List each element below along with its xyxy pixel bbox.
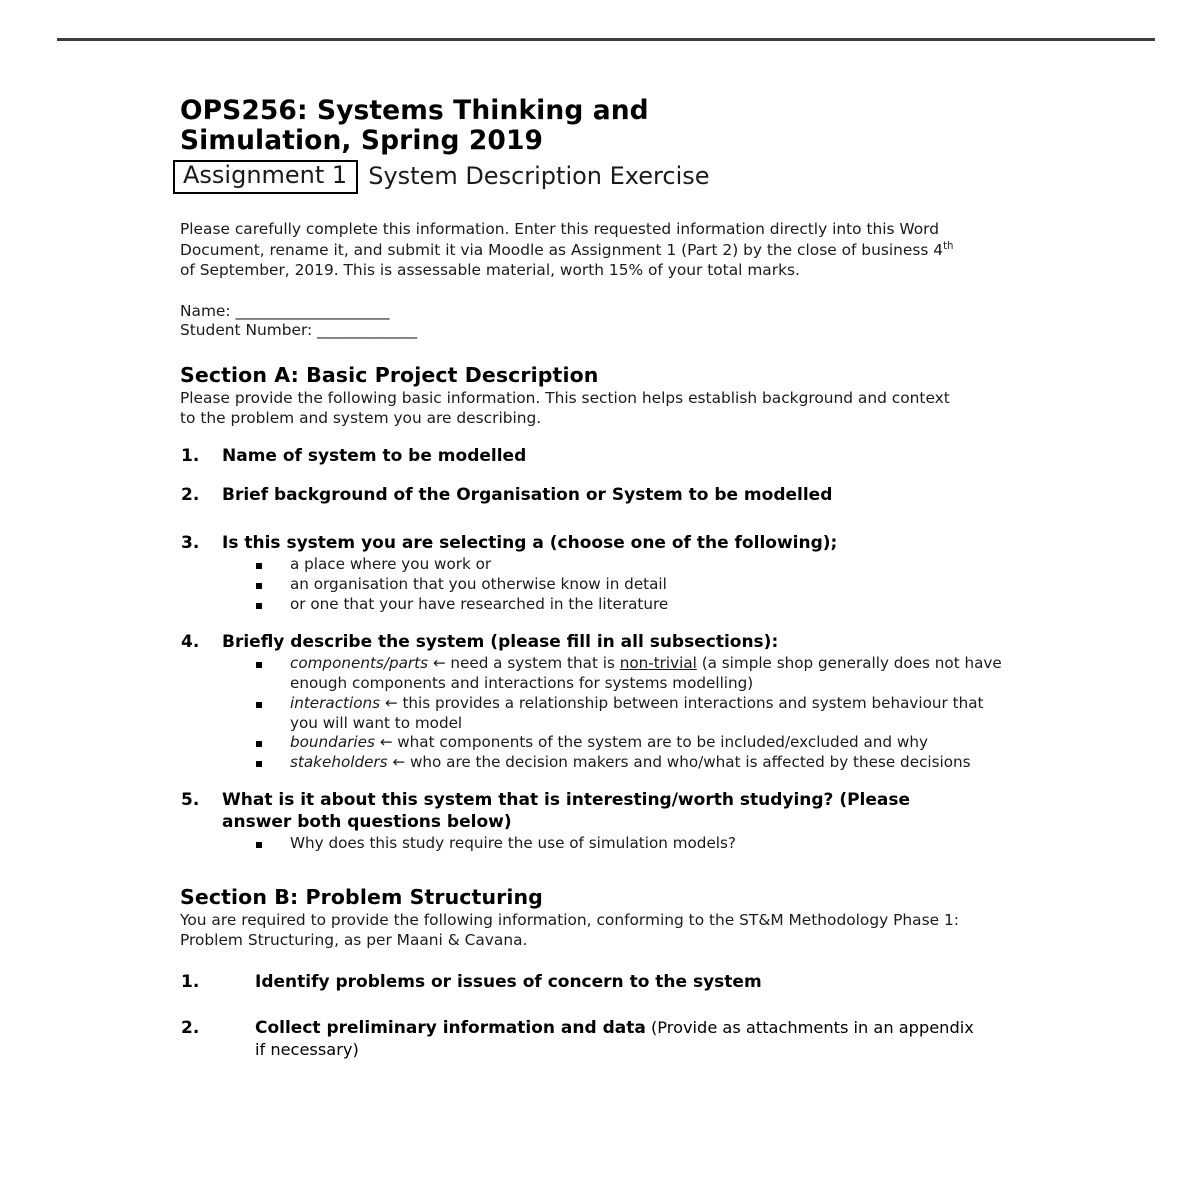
assignment-subtitle-row xyxy=(173,160,1025,194)
assignment-number-box: Assignment 1 xyxy=(173,160,358,194)
section-a-description: Please provide the following basic information. This section helps establish background and context to the problem and system you are describing. xyxy=(180,389,950,428)
list-item-number: 5. xyxy=(181,789,200,810)
left-arrow-icon: ← xyxy=(432,654,446,673)
sub-bullet-item xyxy=(256,595,1025,615)
list-item-text xyxy=(255,972,985,994)
list-item-number: 2. xyxy=(181,1018,200,1039)
sub-bullet-text xyxy=(290,694,1005,734)
list-item-text: Is this system you are selecting a (choose one of the following); xyxy=(222,532,838,553)
list-item-body xyxy=(255,972,1025,994)
list-item-body xyxy=(222,533,1025,615)
sub-bullet-before: what components of the system are to be included/excluded and why xyxy=(392,733,928,752)
intro-paragraph xyxy=(180,219,970,280)
intro-text-part1: Please carefully complete this information. Enter this requested information directly into this Word Document, rename it, and submit it via Moodle as Assignment 1 (Part 2) by the close of business 4 xyxy=(180,220,944,259)
list-item-text: What is it about this system that is interesting/worth studying? (Please answer both questions below) xyxy=(222,789,911,832)
section-b-heading: Section B: Problem Structuring xyxy=(180,885,543,910)
sub-bullet-item xyxy=(256,575,1025,595)
spacer xyxy=(180,524,1025,533)
list-item-bold-text: Identify problems or issues of concern to the system xyxy=(255,972,762,993)
square-bullet-icon xyxy=(256,555,290,575)
left-arrow-icon: ← xyxy=(379,733,393,752)
list-item xyxy=(180,533,1025,615)
sub-bullet-before: who are the decision makers and who/what is affected by these decisions xyxy=(405,753,971,772)
sub-bullet-term: components/parts xyxy=(290,654,429,673)
list-item-plain-text: (Provide as attachments in an appendix if necessary) xyxy=(255,1018,974,1059)
list-item-body xyxy=(222,446,1025,468)
student-number-field[interactable]: Student Number: _____________ xyxy=(180,321,418,340)
sub-bullet-list xyxy=(222,654,1025,773)
intro-ordinal-suffix: th xyxy=(943,240,954,252)
sub-bullet-text: a place where you work or xyxy=(290,555,492,574)
document-content xyxy=(180,96,1025,1086)
sub-bullet-list xyxy=(222,834,1025,854)
page-title-line2: Simulation, Spring 2019 xyxy=(180,125,544,157)
sub-bullet-term: interactions xyxy=(290,693,381,712)
list-item-body xyxy=(222,485,1025,507)
list-item xyxy=(180,790,1025,854)
sub-bullet-text: or one that your have researched in the literature xyxy=(290,594,669,613)
sub-bullet-item xyxy=(256,654,1025,694)
square-bullet-icon xyxy=(256,575,290,595)
section-a-list xyxy=(180,446,1025,854)
page-title xyxy=(180,96,1025,156)
sub-bullet-term: boundaries xyxy=(290,733,375,752)
list-item-text: Name of system to be modelled xyxy=(222,446,527,467)
sub-bullet-item xyxy=(256,834,1025,854)
list-item xyxy=(180,972,1025,994)
list-item xyxy=(180,446,1025,468)
sub-bullet-before: this provides a relationship between interactions and system behaviour that you will want to model xyxy=(290,693,984,732)
section-b-list xyxy=(180,972,1025,1061)
list-item-text: Brief background of the Organisation or System to be modelled xyxy=(222,484,833,505)
list-item xyxy=(180,632,1025,773)
list-item-text xyxy=(255,1018,985,1062)
list-item-number: 2. xyxy=(181,484,200,505)
sub-bullet-text xyxy=(290,733,1005,753)
list-item-number: 4. xyxy=(181,631,200,652)
list-item-number: 1. xyxy=(181,972,200,993)
left-arrow-icon: ← xyxy=(392,753,406,772)
list-item-body xyxy=(255,1018,1025,1062)
sub-bullet-text: Why does this study require the use of simulation models? xyxy=(290,834,736,853)
list-item-number: 3. xyxy=(181,532,200,553)
sub-bullet-underlined: non-trivial xyxy=(619,654,697,673)
square-bullet-icon xyxy=(256,733,290,753)
sub-bullet-after: (a simple shop generally does not have enough components and interactions for systems modelling) xyxy=(290,654,1002,693)
list-item-text: Briefly describe the system (please fill in all subsections): xyxy=(222,631,779,652)
sub-bullet-before: need a system that is xyxy=(445,654,620,673)
section-b-description: You are required to provide the following information, conforming to the ST&M Methodology Phase 1: Problem Structuring, as per Maani & Cavana. xyxy=(180,911,959,950)
square-bullet-icon xyxy=(256,694,290,734)
sub-bullet-item xyxy=(256,733,1025,753)
student-fields xyxy=(180,302,1025,341)
name-field[interactable]: Name: ____________________ xyxy=(180,301,390,320)
list-item-bold-text: Collect preliminary information and data xyxy=(255,1018,646,1039)
page-title-line1: OPS256: Systems Thinking and xyxy=(180,95,649,126)
list-item-body xyxy=(222,790,1025,854)
header-rule xyxy=(57,38,1155,41)
square-bullet-icon xyxy=(256,753,290,773)
intro-text-part2: of September, 2019. This is assessable material, worth 15% of your total marks. xyxy=(180,261,800,280)
left-arrow-icon: ← xyxy=(384,693,398,712)
list-item-number: 1. xyxy=(181,446,200,467)
list-item-body xyxy=(222,632,1025,773)
list-item xyxy=(180,485,1025,507)
sub-bullet-item xyxy=(256,694,1025,734)
sub-bullet-text: an organisation that you otherwise know in detail xyxy=(290,575,667,594)
sub-bullet-text xyxy=(290,753,1005,773)
sub-bullet-item xyxy=(256,753,1025,773)
sub-bullet-list xyxy=(222,555,1025,614)
square-bullet-icon xyxy=(256,595,290,615)
square-bullet-icon xyxy=(256,834,290,854)
sub-bullet-item xyxy=(256,555,1025,575)
sub-bullet-text xyxy=(290,654,1005,694)
assignment-subtitle: System Description Exercise xyxy=(368,162,710,191)
list-item xyxy=(180,1018,1025,1062)
sub-bullet-term: stakeholders xyxy=(290,753,388,772)
square-bullet-icon xyxy=(256,654,290,694)
section-a-heading: Section A: Basic Project Description xyxy=(180,363,599,388)
